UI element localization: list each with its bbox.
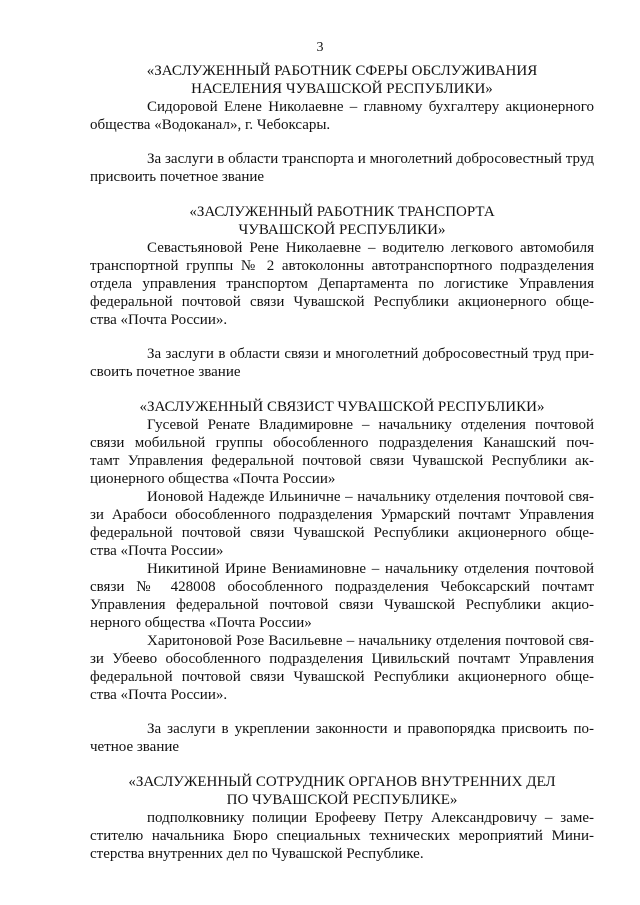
- paragraph-line: Гусевой Ренате Владимировне – начальнику отделения почтовой: [147, 417, 594, 433]
- decree-paragraph: [90, 720, 594, 756]
- paragraph-line: За заслуги в области транспорта и многолетний добросовестный труд: [147, 151, 594, 167]
- paragraph-line: За заслуги в укреплении законности и правопорядка присвоить по-: [147, 721, 594, 737]
- section-title-line: «ЗАСЛУЖЕННЫЙ РАБОТНИК СФЕРЫ ОБСЛУЖИВАНИЯ: [146, 63, 538, 79]
- awardee-paragraph: [90, 632, 594, 704]
- section-title-line: ПО ЧУВАШСКОЙ РЕСПУБЛИКЕ»: [226, 792, 458, 808]
- section-title-line: ЧУВАШСКОЙ РЕСПУБЛИКИ»: [238, 222, 446, 238]
- paragraph-line: присвоить почетное звание: [90, 169, 265, 185]
- section-title: «ЗАСЛУЖЕННЫЙ СВЯЗИСТ ЧУВАШСКОЙ РЕСПУБЛИКИ»: [139, 399, 545, 415]
- paragraph-line: стерства внутренних дел по Чувашской Республике.: [90, 846, 424, 862]
- paragraph-line: ства «Почта России».: [90, 312, 228, 328]
- paragraph-line: общества «Водоканал», г. Чебоксары.: [90, 117, 331, 133]
- paragraph-line: федеральной почтовой связи Чувашской Республики акционерного обще-: [90, 525, 594, 541]
- section-service-worker: [90, 62, 594, 134]
- paragraph-line: Харитоновой Розе Васильевне – начальнику отделения почтовой свя-: [147, 633, 594, 649]
- awardee-paragraph: [90, 416, 594, 488]
- paragraph-line: федеральной почтовой связи Чувашской Республики акционерного обще-: [90, 294, 594, 310]
- paragraph-line: четное звание: [90, 739, 180, 755]
- paragraph-line: зи Убеево обособленного подразделения Цивильский почтамт Управления: [90, 651, 594, 667]
- paragraph-line: ционерного общества «Почта России»: [90, 471, 336, 487]
- awardee-paragraph: [90, 488, 594, 560]
- paragraph-line: стителю начальника Бюро специальных технических мероприятий Мини-: [90, 828, 594, 844]
- paragraph-line: ства «Почта России»: [90, 543, 224, 559]
- awardee-paragraph: [90, 809, 594, 863]
- section-communications-worker: [90, 398, 594, 704]
- paragraph-line: транспортной группы № 2 автоколонны автотранспортного подразделения: [90, 258, 594, 274]
- paragraph-line: подполковнику полиции Ерофееву Петру Александровичу – заме-: [147, 810, 594, 826]
- paragraph-line: связи мобильной группы обособленного подразделения Канашский поч-: [90, 435, 594, 451]
- awardee-paragraph: [90, 98, 594, 134]
- page-number: 3: [316, 40, 324, 55]
- decree-paragraph: [90, 345, 594, 381]
- paragraph-line: Ионовой Надежде Ильиничне – начальнику отделения почтовой свя-: [147, 489, 594, 505]
- paragraph-line: нерного общества «Почта России»: [90, 615, 312, 631]
- section-transport-worker: [90, 203, 594, 329]
- awardee-paragraph: [90, 560, 594, 632]
- paragraph-line: За заслуги в области связи и многолетний добросовестный труд при-: [147, 346, 594, 362]
- paragraph-line: связи № 428008 обособленного подразделения Чебоксарский почтамт: [90, 579, 594, 595]
- paragraph-line: отдела управления транспортом Департамента по логистике Управления: [90, 276, 594, 292]
- paragraph-line: Севастьяновой Рене Николаевне – водителю легкового автомобиля: [147, 240, 594, 256]
- paragraph-line: Управления федеральной почтовой связи Чувашской Республики акцио-: [90, 597, 594, 613]
- paragraph-line: Никитиной Ирине Вениаминовне – начальнику отделения почтовой: [147, 561, 594, 577]
- decree-paragraph: [90, 150, 594, 186]
- section-title-line: НАСЕЛЕНИЯ ЧУВАШСКОЙ РЕСПУБЛИКИ»: [191, 81, 493, 97]
- document-body: [90, 62, 594, 863]
- paragraph-line: Сидоровой Елене Николаевне – главному бухгалтеру акционерного: [147, 99, 594, 115]
- paragraph-line: федеральной почтовой связи Чувашской Республики акционерного обще-: [90, 669, 594, 685]
- section-title-line: «ЗАСЛУЖЕННЫЙ РАБОТНИК ТРАНСПОРТА: [189, 204, 495, 220]
- section-internal-affairs-officer: [90, 773, 594, 863]
- section-title-line: «ЗАСЛУЖЕННЫЙ СОТРУДНИК ОРГАНОВ ВНУТРЕННИХ ДЕЛ: [128, 774, 556, 790]
- paragraph-line: зи Арабоси обособленного подразделения Урмарский почтамт Управления: [90, 507, 594, 523]
- paragraph-line: своить почетное звание: [90, 364, 241, 380]
- paragraph-line: тамт Управления федеральной почтовой связи Чувашской Республики ак-: [90, 453, 594, 469]
- awardee-paragraph: [90, 239, 594, 329]
- paragraph-line: ства «Почта России».: [90, 687, 228, 703]
